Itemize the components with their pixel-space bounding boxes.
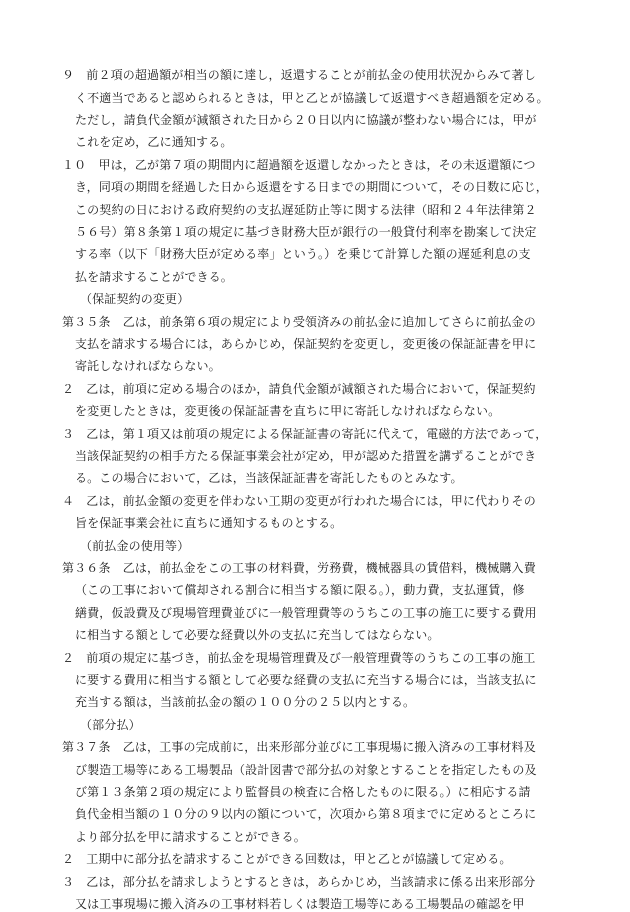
section-heading-partial-payment: （部分払） bbox=[80, 718, 141, 732]
clause-9-text-line-1: ９ 前２項の超過額が相当の額に達し，返還することが前払金の使用状況からみて著し bbox=[62, 68, 536, 82]
article-37-text-line-3: び第１３条第２項の規定により監督員の検査に合格したものに限る。）に相応する請 bbox=[75, 785, 531, 799]
article-35-2-text-line-1: ２ 乙は，前項に定める場合のほか，請負代金額が減額された場合において，保証契約 bbox=[62, 382, 536, 396]
section-heading-advance-use: （前払金の使用等） bbox=[80, 539, 190, 553]
article-36-2-text-line-1: ２ 前項の規定に基づき，前払金を現場管理費及び一般管理費等のうちこの工事の施工 bbox=[62, 651, 536, 665]
clause-10-text-line-3: この契約の日における政府契約の支払遅延防止等に関する法律（昭和２４年法律第２ bbox=[75, 203, 537, 217]
article-35-text-line-3: 寄託しなければならない。 bbox=[75, 359, 221, 373]
article-37-2-text-line-1: ２ 工期中に部分払を請求することができる回数は，甲と乙とが協議して定める。 bbox=[62, 852, 512, 866]
article-36-text-line-2: （この工事において償却される割合に相当する額に限る。），動力費，支払運賃，修 bbox=[75, 583, 525, 597]
article-37-text-line-2: び製造工場等にある工場製品（設計図書で部分払の対象とすることを指定したもの及 bbox=[75, 763, 537, 777]
article-36-text-line-4: に相当する額として必要な経費以外の支払に充当してはならない。 bbox=[75, 628, 440, 642]
article-35-4-text-line-1: ４ 乙は，前払金額の変更を伴わない工期の変更が行われた場合には，甲に代わりその bbox=[62, 494, 536, 508]
article-37-text-line-1: 第３７条 乙は，工事の完成前に，出来形部分並びに工事現場に搬入済みの工事材料及 bbox=[62, 740, 536, 754]
article-37-3-text-line-1: ３ 乙は，部分払を請求しようとするときは，あらかじめ，当該請求に係る出来形部分 bbox=[62, 875, 536, 889]
article-35-2-text-line-2: を変更したときは，変更後の保証証書を直ちに甲に寄託しなければならない。 bbox=[75, 404, 501, 418]
article-35-text-line-1: 第３５条 乙は，前条第６項の規定により受領済みの前払金に追加してさらに前払金の bbox=[62, 315, 536, 329]
clause-10-text-line-6: 払を請求することができる。 bbox=[75, 270, 233, 284]
article-35-3-text-line-1: ３ 乙は，第１項又は前項の規定による保証証書の寄託に代えて，電磁的方法であって， bbox=[62, 427, 548, 441]
article-35-3-text-line-3: る。この場合において，乙は，当該保証証書を寄託したものとみなす。 bbox=[75, 471, 463, 485]
section-heading-guarantee-change: （保証契約の変更） bbox=[80, 292, 190, 306]
article-36-2-text-line-2: に要する費用に相当する額として必要な経費の支払に充当する場合には，当該支払に bbox=[75, 673, 537, 687]
clause-10-text-line-5: する率（以下「財務大臣が定める率」という。）を乗じて計算した額の遅延利息の支 bbox=[75, 247, 531, 261]
article-35-3-text-line-2: 当該保証契約の相手方たる保証事業会社が定め，甲が認めた措置を講ずることができ bbox=[75, 449, 537, 463]
clause-9-text-line-2: く不適当であると認められるときは，甲と乙とが協議して返還すべき超過額を定める。 bbox=[75, 91, 549, 105]
article-37-text-line-5: より部分払を甲に請求することができる。 bbox=[75, 830, 306, 844]
article-36-text-line-3: 繕費，仮設費及び現場管理費並びに一般管理費等のうちこの工事の施工に要する費用 bbox=[75, 606, 537, 620]
clause-10-text-line-2: き，同項の期間を経過した日から返還をする日までの期間について，その日数に応じ， bbox=[75, 180, 548, 194]
clause-9-text-line-4: これを定め，乙に通知する。 bbox=[75, 135, 233, 149]
article-35-text-line-2: 支払を請求する場合には，あらかじめ，保証契約を変更し，変更後の保証証書を甲に bbox=[75, 337, 537, 351]
article-36-text-line-1: 第３６条 乙は，前払金をこの工事の材料費，労務費，機械器具の賃借料，機械購入費 bbox=[62, 561, 536, 575]
clause-10-text-line-1: １０ 甲は，乙が第７項の期間内に超過額を返還しなかったときは，その未返還額につ bbox=[62, 158, 536, 172]
article-36-2-text-line-3: 充当する額は，当該前払金の額の１００分の２５以内とする。 bbox=[75, 695, 416, 709]
article-37-3-text-line-2: 又は工事現場に搬入済みの工事材料若しくは製造工場等にある工場製品の確認を甲 bbox=[75, 897, 525, 911]
clause-9-text-line-3: ただし，請負代金額が減額された日から２０日以内に協議が整わない場合には，甲が bbox=[75, 113, 537, 127]
article-35-4-text-line-2: 旨を保証事業会社に直ちに通知するものとする。 bbox=[75, 516, 343, 530]
article-37-text-line-4: 負代金相当額の１０分の９以内の額について，次項から第８項までに定めるところに bbox=[75, 807, 537, 821]
clause-10-text-line-4: ５６号）第８条第１項の規定に基づき財務大臣が銀行の一般貸付利率を勘案して決定 bbox=[75, 225, 537, 239]
